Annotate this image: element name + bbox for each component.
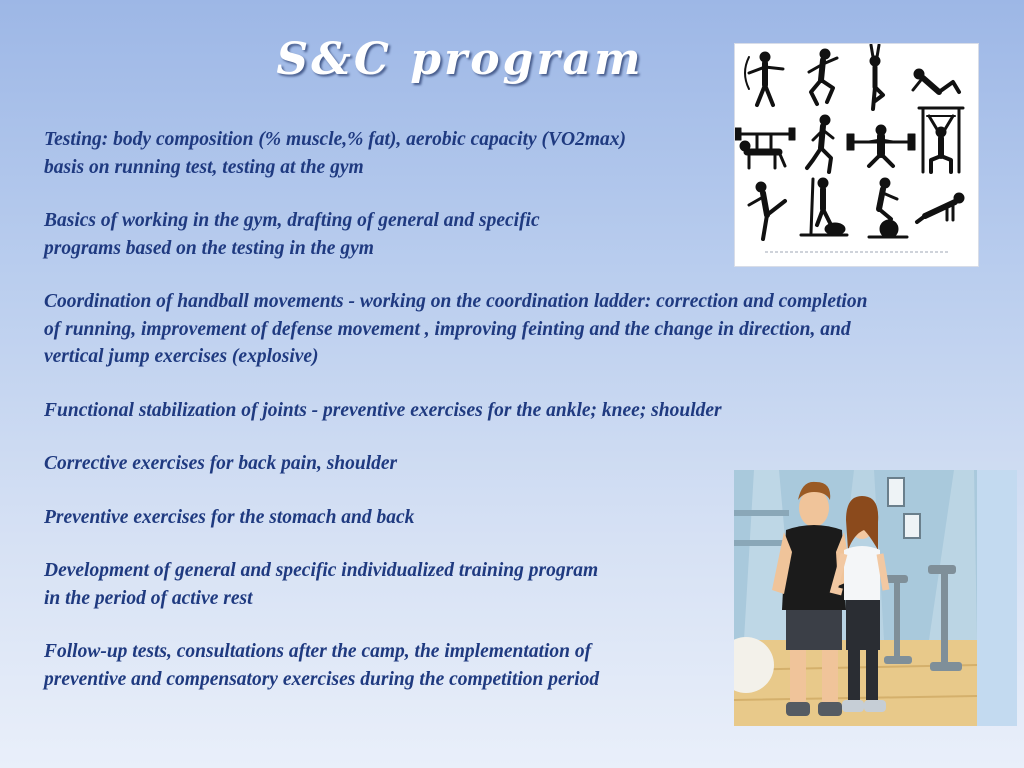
paragraph-line: preventive and compensatory exercises during the competition period (44, 668, 600, 690)
paragraph-line: basis on running test, testing at the gym (44, 156, 364, 178)
paragraph-line: Follow-up tests, consultations after the camp, the implementation of (44, 641, 592, 662)
paragraph-line: in the period of active rest (44, 587, 253, 609)
paragraph-coordination (44, 288, 1009, 371)
crunch-silhouette (913, 69, 959, 92)
pushup-silhouette (917, 193, 964, 222)
bench-press-silhouette (735, 128, 795, 168)
paragraph-line: Coordination of handball movements - working on the coordination ladder: correction and completion (44, 291, 868, 312)
weightlifter-silhouette (847, 125, 915, 166)
paragraph-line: Testing: body composition (% muscle,% fat), aerobic capacity (VO2max) (44, 129, 627, 150)
gym-trainers-graphic (734, 470, 1017, 726)
pulldown-silhouette (919, 108, 963, 172)
runner-silhouette (807, 115, 833, 172)
paragraph-line: Development of general and specific individualized training program (44, 560, 599, 581)
sports-silhouettes-image (734, 43, 979, 267)
paragraph-line: vertical jump exercises (explosive) (44, 346, 319, 367)
yoga-silhouette (870, 45, 883, 109)
paragraph-line: Corrective exercises for back pain, shoulder (44, 453, 398, 474)
paragraph-line: Basics of working in the gym, drafting of general and specific (44, 210, 540, 231)
archer-silhouette (745, 52, 783, 105)
paragraph-line: Preventive exercises for the stomach and back (44, 506, 415, 528)
bike-silhouette (869, 178, 907, 238)
elliptical-silhouette (801, 178, 847, 235)
sports-silhouettes-graphic (735, 44, 978, 266)
kick-silhouette (749, 182, 785, 239)
jumper-silhouette (809, 49, 837, 104)
slide-title: S&C program (276, 34, 644, 85)
paragraph-line: programs based on the testing in the gym (44, 237, 374, 259)
paragraph-line: of running, improvement of defense movement , improving feinting and the change in direction, and (44, 318, 851, 340)
gym-trainers-image (734, 470, 1017, 726)
paragraph-line: Functional stabilization of joints - preventive exercises for the ankle; knee; shoulder (44, 399, 722, 421)
paragraph-stabilization (44, 397, 1009, 425)
